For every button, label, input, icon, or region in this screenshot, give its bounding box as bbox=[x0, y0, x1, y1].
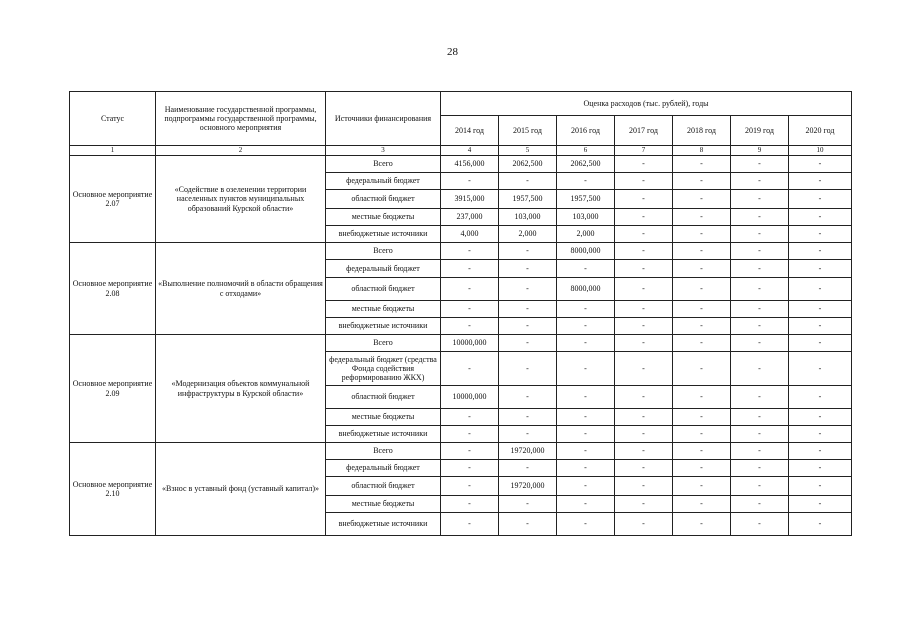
column-number: 2 bbox=[156, 146, 326, 156]
funding-source-cell: местные бюджеты bbox=[326, 409, 441, 426]
value-cell: 2062,500 bbox=[557, 156, 615, 173]
value-cell: - bbox=[557, 443, 615, 460]
value-cell: 4,000 bbox=[441, 226, 499, 243]
value-cell: - bbox=[789, 496, 852, 513]
value-cell: - bbox=[499, 335, 557, 352]
value-cell: - bbox=[499, 243, 557, 260]
value-cell: - bbox=[615, 335, 673, 352]
value-cell: - bbox=[615, 156, 673, 173]
value-cell: - bbox=[499, 318, 557, 335]
value-cell: 2,000 bbox=[499, 226, 557, 243]
column-number: 5 bbox=[499, 146, 557, 156]
table-body bbox=[70, 156, 852, 536]
value-cell: - bbox=[789, 209, 852, 226]
value-cell: 103,000 bbox=[557, 209, 615, 226]
value-cell: - bbox=[615, 318, 673, 335]
value-cell: - bbox=[441, 477, 499, 496]
funding-source-cell: Всего bbox=[326, 243, 441, 260]
funding-source-cell: областной бюджет bbox=[326, 190, 441, 209]
value-cell: - bbox=[615, 278, 673, 301]
table-row bbox=[70, 243, 852, 260]
header-year: 2019 год bbox=[731, 116, 789, 146]
value-cell: 103,000 bbox=[499, 209, 557, 226]
value-cell: - bbox=[731, 477, 789, 496]
value-cell: - bbox=[789, 460, 852, 477]
funding-source-cell: местные бюджеты bbox=[326, 301, 441, 318]
value-cell: - bbox=[673, 190, 731, 209]
value-cell: - bbox=[499, 409, 557, 426]
value-cell: - bbox=[731, 443, 789, 460]
value-cell: - bbox=[673, 260, 731, 278]
header-year: 2018 год bbox=[673, 116, 731, 146]
value-cell: 19720,000 bbox=[499, 477, 557, 496]
value-cell: - bbox=[731, 301, 789, 318]
header-status: Статус bbox=[70, 92, 156, 146]
status-cell: Основное мероприятие 2.09 bbox=[70, 335, 156, 443]
funding-source-cell: Всего bbox=[326, 443, 441, 460]
header-year: 2016 год bbox=[557, 116, 615, 146]
value-cell: - bbox=[673, 226, 731, 243]
header-sources: Источники финансирования bbox=[326, 92, 441, 146]
value-cell: - bbox=[731, 260, 789, 278]
value-cell: - bbox=[673, 243, 731, 260]
value-cell: - bbox=[731, 243, 789, 260]
value-cell: - bbox=[673, 301, 731, 318]
measure-name-cell: «Модернизация объектов коммунальной инфраструктуры в Курской области» bbox=[156, 335, 326, 443]
value-cell: - bbox=[615, 243, 673, 260]
value-cell: - bbox=[673, 318, 731, 335]
value-cell: - bbox=[499, 513, 557, 536]
value-cell: - bbox=[789, 260, 852, 278]
value-cell: - bbox=[615, 426, 673, 443]
value-cell: - bbox=[441, 352, 499, 386]
value-cell: - bbox=[441, 301, 499, 318]
value-cell: - bbox=[557, 460, 615, 477]
value-cell: - bbox=[557, 409, 615, 426]
column-number: 1 bbox=[70, 146, 156, 156]
value-cell: - bbox=[441, 278, 499, 301]
header-estimate: Оценка расходов (тыс. рублей), годы bbox=[441, 92, 852, 116]
value-cell: - bbox=[615, 496, 673, 513]
status-cell: Основное мероприятие 2.10 bbox=[70, 443, 156, 536]
value-cell: - bbox=[731, 318, 789, 335]
funding-source-cell: федеральный бюджет bbox=[326, 260, 441, 278]
table-row bbox=[70, 156, 852, 173]
value-cell: - bbox=[731, 335, 789, 352]
value-cell: - bbox=[673, 513, 731, 536]
value-cell: - bbox=[441, 409, 499, 426]
value-cell: - bbox=[673, 443, 731, 460]
table-row bbox=[70, 443, 852, 460]
header-year: 2020 год bbox=[789, 116, 852, 146]
value-cell: 2062,500 bbox=[499, 156, 557, 173]
value-cell: - bbox=[731, 226, 789, 243]
value-cell: - bbox=[557, 260, 615, 278]
measure-name-cell: «Содействие в озеленении территории населенных пунктов муниципальных образований Курской области» bbox=[156, 156, 326, 243]
value-cell: - bbox=[557, 173, 615, 190]
value-cell: 4156,000 bbox=[441, 156, 499, 173]
value-cell: - bbox=[499, 460, 557, 477]
value-cell: - bbox=[673, 278, 731, 301]
value-cell: - bbox=[615, 301, 673, 318]
value-cell: - bbox=[499, 301, 557, 318]
header-year: 2014 год bbox=[441, 116, 499, 146]
value-cell: - bbox=[731, 460, 789, 477]
value-cell: - bbox=[673, 426, 731, 443]
value-cell: - bbox=[615, 386, 673, 409]
value-cell: - bbox=[731, 409, 789, 426]
value-cell: - bbox=[499, 352, 557, 386]
status-cell: Основное мероприятие 2.07 bbox=[70, 156, 156, 243]
value-cell: 237,000 bbox=[441, 209, 499, 226]
value-cell: - bbox=[789, 226, 852, 243]
measure-name-cell: «Взнос в уставный фонд (уставный капитал)» bbox=[156, 443, 326, 536]
value-cell: - bbox=[789, 318, 852, 335]
funding-source-cell: внебюджетные источники bbox=[326, 318, 441, 335]
value-cell: - bbox=[615, 173, 673, 190]
value-cell: - bbox=[557, 386, 615, 409]
page-number: 28 bbox=[447, 46, 458, 58]
value-cell: - bbox=[615, 460, 673, 477]
value-cell: - bbox=[615, 226, 673, 243]
funding-source-cell: местные бюджеты bbox=[326, 496, 441, 513]
value-cell: - bbox=[441, 513, 499, 536]
value-cell: - bbox=[789, 173, 852, 190]
column-number: 7 bbox=[615, 146, 673, 156]
value-cell: - bbox=[499, 386, 557, 409]
budget-table bbox=[69, 91, 852, 536]
value-cell: - bbox=[789, 409, 852, 426]
funding-source-cell: внебюджетные источники bbox=[326, 426, 441, 443]
value-cell: - bbox=[499, 173, 557, 190]
header-year: 2015 год bbox=[499, 116, 557, 146]
value-cell: - bbox=[441, 426, 499, 443]
value-cell: - bbox=[615, 443, 673, 460]
value-cell: 3915,000 bbox=[441, 190, 499, 209]
value-cell: - bbox=[673, 156, 731, 173]
value-cell: - bbox=[499, 426, 557, 443]
value-cell: - bbox=[557, 335, 615, 352]
funding-source-cell: внебюджетные источники bbox=[326, 226, 441, 243]
funding-source-cell: федеральный бюджет bbox=[326, 173, 441, 190]
value-cell: - bbox=[789, 513, 852, 536]
value-cell: - bbox=[789, 301, 852, 318]
value-cell: - bbox=[615, 260, 673, 278]
value-cell: - bbox=[441, 443, 499, 460]
value-cell: - bbox=[789, 156, 852, 173]
value-cell: - bbox=[673, 496, 731, 513]
value-cell: 1957,500 bbox=[557, 190, 615, 209]
value-cell: - bbox=[557, 426, 615, 443]
value-cell: - bbox=[557, 496, 615, 513]
value-cell: 8000,000 bbox=[557, 243, 615, 260]
value-cell: - bbox=[673, 335, 731, 352]
value-cell: - bbox=[499, 260, 557, 278]
value-cell: 8000,000 bbox=[557, 278, 615, 301]
funding-source-cell: местные бюджеты bbox=[326, 209, 441, 226]
value-cell: - bbox=[789, 352, 852, 386]
value-cell: - bbox=[441, 460, 499, 477]
funding-source-cell: федеральный бюджет bbox=[326, 460, 441, 477]
value-cell: - bbox=[441, 318, 499, 335]
value-cell: 19720,000 bbox=[499, 443, 557, 460]
funding-source-cell: областной бюджет bbox=[326, 386, 441, 409]
value-cell: - bbox=[615, 409, 673, 426]
value-cell: - bbox=[557, 318, 615, 335]
funding-source-cell: областной бюджет bbox=[326, 477, 441, 496]
measure-name-cell: «Выполнение полномочий в области обращения с отходами» bbox=[156, 243, 326, 335]
value-cell: - bbox=[731, 352, 789, 386]
funding-source-cell: Всего bbox=[326, 156, 441, 173]
value-cell: - bbox=[557, 513, 615, 536]
value-cell: - bbox=[731, 426, 789, 443]
table-row bbox=[70, 335, 852, 352]
value-cell: - bbox=[789, 243, 852, 260]
value-cell: - bbox=[557, 352, 615, 386]
status-cell: Основное мероприятие 2.08 bbox=[70, 243, 156, 335]
value-cell: - bbox=[731, 156, 789, 173]
funding-source-cell: федеральный бюджет (средства Фонда содействия реформированию ЖКХ) bbox=[326, 352, 441, 386]
column-number: 10 bbox=[789, 146, 852, 156]
value-cell: - bbox=[499, 496, 557, 513]
funding-source-cell: внебюджетные источники bbox=[326, 513, 441, 536]
value-cell: - bbox=[441, 173, 499, 190]
column-number: 6 bbox=[557, 146, 615, 156]
header-year: 2017 год bbox=[615, 116, 673, 146]
value-cell: - bbox=[499, 278, 557, 301]
value-cell: 10000,000 bbox=[441, 386, 499, 409]
value-cell: 1957,500 bbox=[499, 190, 557, 209]
column-number: 8 bbox=[673, 146, 731, 156]
value-cell: - bbox=[789, 335, 852, 352]
value-cell: - bbox=[789, 443, 852, 460]
funding-source-cell: Всего bbox=[326, 335, 441, 352]
value-cell: - bbox=[731, 513, 789, 536]
value-cell: - bbox=[731, 209, 789, 226]
value-cell: - bbox=[615, 209, 673, 226]
value-cell: - bbox=[557, 477, 615, 496]
value-cell: - bbox=[731, 173, 789, 190]
value-cell: - bbox=[789, 386, 852, 409]
value-cell: - bbox=[673, 477, 731, 496]
value-cell: - bbox=[615, 513, 673, 536]
value-cell: - bbox=[673, 352, 731, 386]
value-cell: - bbox=[673, 173, 731, 190]
value-cell: - bbox=[673, 386, 731, 409]
value-cell: - bbox=[673, 409, 731, 426]
value-cell: - bbox=[615, 190, 673, 209]
value-cell: - bbox=[615, 352, 673, 386]
value-cell: - bbox=[789, 426, 852, 443]
value-cell: 10000,000 bbox=[441, 335, 499, 352]
column-number: 9 bbox=[731, 146, 789, 156]
value-cell: - bbox=[789, 477, 852, 496]
value-cell: 2,000 bbox=[557, 226, 615, 243]
value-cell: - bbox=[731, 278, 789, 301]
column-number: 4 bbox=[441, 146, 499, 156]
column-number: 3 bbox=[326, 146, 441, 156]
funding-source-cell: областной бюджет bbox=[326, 278, 441, 301]
header-name: Наименование государственной программы, подпрограммы государственной программы, основного мероприятия bbox=[156, 92, 326, 146]
value-cell: - bbox=[731, 190, 789, 209]
value-cell: - bbox=[441, 243, 499, 260]
value-cell: - bbox=[441, 496, 499, 513]
value-cell: - bbox=[789, 190, 852, 209]
value-cell: - bbox=[789, 278, 852, 301]
value-cell: - bbox=[615, 477, 673, 496]
value-cell: - bbox=[731, 386, 789, 409]
value-cell: - bbox=[731, 496, 789, 513]
value-cell: - bbox=[441, 260, 499, 278]
value-cell: - bbox=[557, 301, 615, 318]
value-cell: - bbox=[673, 460, 731, 477]
value-cell: - bbox=[673, 209, 731, 226]
